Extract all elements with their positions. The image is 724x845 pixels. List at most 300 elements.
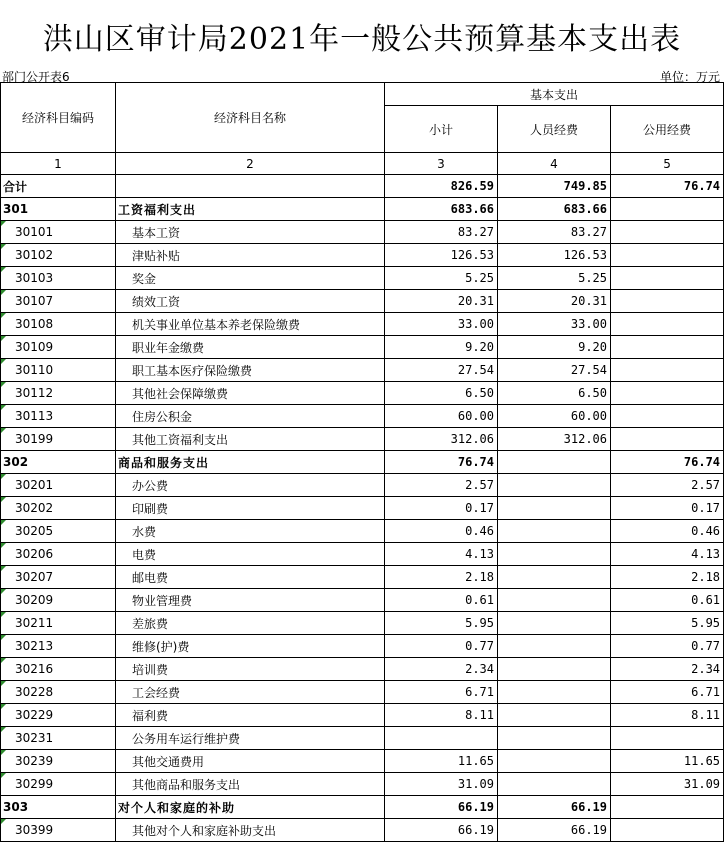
subtotal-cell-text: 826.59 [450, 179, 494, 193]
name-cell-text: 印刷费 [132, 501, 169, 516]
code-cell [1, 704, 116, 727]
table-row [1, 773, 724, 796]
code-cell [1, 612, 116, 635]
code-cell [1, 313, 116, 336]
code-cell [1, 520, 116, 543]
code-cell-text: 30231 [15, 731, 54, 745]
code-cell-text: 303 [3, 800, 29, 814]
code-cell [1, 198, 116, 221]
code-cell [1, 244, 116, 267]
name-cell [116, 451, 385, 474]
subtotal-cell-text: 0.77 [465, 639, 494, 653]
subtotal-cell [385, 589, 498, 612]
personnel-cell-text: 33.00 [570, 317, 607, 331]
personnel-cell-text: 83.27 [570, 225, 607, 239]
code-cell [1, 405, 116, 428]
index-cell: 4 [498, 153, 611, 175]
personnel-cell [498, 589, 611, 612]
public-cell [611, 198, 724, 221]
subtotal-cell-text: 11.65 [457, 754, 494, 768]
personnel-cell-text: 6.50 [578, 386, 607, 400]
subtotal-cell [385, 658, 498, 681]
header-public: 公用经费 [611, 106, 724, 153]
code-cell [1, 566, 116, 589]
cell-marker-icon [1, 221, 6, 226]
personnel-cell [498, 727, 611, 750]
personnel-cell [498, 612, 611, 635]
public-cell-text: 0.61 [691, 593, 721, 607]
code-cell [1, 451, 116, 474]
form-label: 部门公开表6 [2, 70, 70, 84]
public-cell [611, 520, 724, 543]
personnel-cell [498, 543, 611, 566]
cell-marker-icon [1, 520, 6, 525]
subtotal-cell-text: 5.95 [465, 616, 494, 630]
name-cell [116, 313, 385, 336]
personnel-cell [498, 497, 611, 520]
name-cell [116, 681, 385, 704]
subtotal-cell-text: 31.09 [457, 777, 494, 791]
code-cell [1, 428, 116, 451]
public-cell [611, 428, 724, 451]
table-row [1, 428, 724, 451]
cell-marker-icon [1, 681, 6, 686]
public-cell [611, 244, 724, 267]
public-cell [611, 704, 724, 727]
table-row [1, 313, 724, 336]
name-cell [116, 589, 385, 612]
public-cell-text: 2.57 [691, 478, 721, 492]
subtotal-cell [385, 336, 498, 359]
code-cell [1, 543, 116, 566]
subtotal-cell [385, 474, 498, 497]
name-cell [116, 428, 385, 451]
code-cell-text: 30239 [15, 754, 54, 768]
subtotal-cell [385, 727, 498, 750]
cell-marker-icon [1, 704, 6, 709]
table-row [1, 359, 724, 382]
table-row [1, 520, 724, 543]
public-cell-text: 76.74 [683, 179, 721, 193]
table-row [1, 566, 724, 589]
subtotal-cell-text: 20.31 [457, 294, 494, 308]
name-cell-text: 公务用车运行维护费 [132, 731, 241, 746]
table-row [1, 750, 724, 773]
code-cell-text: 30107 [15, 294, 54, 308]
name-cell-text: 办公费 [132, 478, 169, 493]
personnel-cell [498, 819, 611, 842]
name-cell [116, 244, 385, 267]
public-cell [611, 359, 724, 382]
personnel-cell [498, 451, 611, 474]
name-cell-text: 水费 [132, 524, 157, 539]
code-cell-text: 30209 [15, 593, 54, 607]
subtotal-cell [385, 359, 498, 382]
name-cell [116, 497, 385, 520]
name-cell-text: 机关事业单位基本养老保险缴费 [132, 317, 301, 332]
personnel-cell-text: 66.19 [570, 800, 607, 814]
cell-marker-icon [1, 359, 6, 364]
subtotal-cell [385, 612, 498, 635]
code-cell-text: 30113 [15, 409, 54, 423]
name-cell-text: 培训费 [132, 662, 169, 677]
personnel-cell [498, 244, 611, 267]
code-cell [1, 267, 116, 290]
name-cell [116, 359, 385, 382]
personnel-cell [498, 566, 611, 589]
name-cell-text: 基本工资 [132, 225, 181, 240]
code-cell-text: 30101 [15, 225, 54, 239]
public-cell-text: 11.65 [683, 754, 721, 768]
subtotal-cell [385, 773, 498, 796]
name-cell-text: 津贴补贴 [132, 248, 181, 263]
table-row [1, 658, 724, 681]
subtotal-cell-text: 8.11 [465, 708, 494, 722]
subtotal-cell-text: 5.25 [465, 271, 494, 285]
personnel-cell [498, 520, 611, 543]
table-row [1, 727, 724, 750]
public-cell-text: 2.34 [691, 662, 721, 676]
table-row [1, 543, 724, 566]
name-cell [116, 704, 385, 727]
name-cell [116, 750, 385, 773]
personnel-cell [498, 221, 611, 244]
personnel-cell-text: 126.53 [563, 248, 607, 262]
code-cell [1, 497, 116, 520]
cell-marker-icon [1, 267, 6, 272]
code-cell [1, 750, 116, 773]
code-cell-text: 301 [3, 202, 29, 216]
cell-marker-icon [1, 428, 6, 433]
personnel-cell [498, 474, 611, 497]
subtotal-cell [385, 704, 498, 727]
code-cell [1, 796, 116, 819]
personnel-cell [498, 175, 611, 198]
name-cell [116, 612, 385, 635]
code-cell-text: 30399 [15, 823, 54, 837]
code-cell-text: 30207 [15, 570, 54, 584]
header-personnel: 人员经费 [498, 106, 611, 153]
public-cell-text: 8.11 [691, 708, 721, 722]
code-cell-text: 30211 [15, 616, 54, 630]
personnel-cell [498, 773, 611, 796]
public-cell [611, 750, 724, 773]
cell-marker-icon [1, 727, 6, 732]
code-cell [1, 221, 116, 244]
code-cell [1, 382, 116, 405]
subtotal-cell [385, 428, 498, 451]
table-row [1, 635, 724, 658]
subtotal-cell-text: 4.13 [465, 547, 494, 561]
table-row [1, 704, 724, 727]
name-cell-text: 工资福利支出 [118, 202, 197, 217]
table-row [1, 198, 724, 221]
public-cell [611, 635, 724, 658]
personnel-cell-text: 749.85 [563, 179, 607, 193]
code-cell [1, 359, 116, 382]
name-cell [116, 520, 385, 543]
table-row [1, 681, 724, 704]
subtotal-cell [385, 221, 498, 244]
code-cell [1, 681, 116, 704]
public-cell [611, 267, 724, 290]
code-cell-text: 30206 [15, 547, 54, 561]
public-cell [611, 336, 724, 359]
name-cell-text: 福利费 [132, 708, 169, 723]
subtotal-cell [385, 451, 498, 474]
name-cell [116, 727, 385, 750]
subtotal-cell-text: 60.00 [457, 409, 494, 423]
index-cell: 1 [1, 153, 116, 175]
table-row [1, 497, 724, 520]
name-cell [116, 175, 385, 198]
public-cell [611, 612, 724, 635]
personnel-cell-text: 683.66 [563, 202, 607, 216]
name-cell-text: 电费 [132, 547, 157, 562]
unit-label: 单位：万元 [659, 70, 720, 84]
personnel-cell [498, 658, 611, 681]
public-cell-text: 0.17 [691, 501, 721, 515]
table-row [1, 451, 724, 474]
page-title: 洪山区审计局2021年一般公共预算基本支出表 [42, 22, 682, 57]
public-cell [611, 589, 724, 612]
public-cell [611, 727, 724, 750]
personnel-cell [498, 405, 611, 428]
subtotal-cell-text: 33.00 [457, 317, 494, 331]
personnel-cell-text: 9.20 [578, 340, 607, 354]
index-cell: 5 [611, 153, 724, 175]
public-cell [611, 543, 724, 566]
name-cell-text: 维修(护)费 [132, 639, 190, 654]
public-cell [611, 566, 724, 589]
code-cell-text: 30112 [15, 386, 54, 400]
subtotal-cell-text: 312.06 [450, 432, 494, 446]
cell-marker-icon [1, 819, 6, 824]
public-cell-text: 2.18 [691, 570, 721, 584]
code-cell-text: 30299 [15, 777, 54, 791]
subtotal-cell [385, 750, 498, 773]
name-cell [116, 267, 385, 290]
public-cell [611, 796, 724, 819]
personnel-cell [498, 359, 611, 382]
code-cell [1, 474, 116, 497]
table-row [1, 819, 724, 842]
public-cell-text: 4.13 [691, 547, 721, 561]
personnel-cell [498, 290, 611, 313]
public-cell [611, 819, 724, 842]
table-row [1, 612, 724, 635]
subtotal-cell-text: 66.19 [457, 823, 494, 837]
subtotal-cell-text: 9.20 [465, 340, 494, 354]
personnel-cell-text: 312.06 [563, 432, 607, 446]
code-cell-text: 30229 [15, 708, 54, 722]
personnel-cell [498, 313, 611, 336]
name-cell-text: 工会经费 [132, 685, 181, 700]
code-cell-text: 30103 [15, 271, 54, 285]
personnel-cell [498, 635, 611, 658]
code-cell [1, 727, 116, 750]
cell-marker-icon [1, 382, 6, 387]
subtotal-cell [385, 244, 498, 267]
index-cell: 2 [116, 153, 385, 175]
personnel-cell [498, 681, 611, 704]
code-cell [1, 773, 116, 796]
code-cell-text: 30201 [15, 478, 54, 492]
table-body [1, 175, 724, 842]
name-cell-text: 其他社会保障缴费 [132, 386, 229, 401]
code-cell-text: 30205 [15, 524, 54, 538]
subtotal-cell [385, 520, 498, 543]
code-cell-text: 30199 [15, 432, 54, 446]
public-cell [611, 290, 724, 313]
name-cell [116, 773, 385, 796]
code-cell-text: 30228 [15, 685, 54, 699]
personnel-cell-text: 66.19 [570, 823, 607, 837]
name-cell-text: 邮电费 [132, 570, 169, 585]
personnel-cell [498, 428, 611, 451]
subtotal-cell-text: 2.57 [465, 478, 494, 492]
personnel-cell [498, 198, 611, 221]
subtotal-cell [385, 543, 498, 566]
subtotal-cell [385, 819, 498, 842]
name-cell [116, 796, 385, 819]
table-row [1, 267, 724, 290]
subtotal-cell-text: 2.34 [465, 662, 494, 676]
cell-marker-icon [1, 336, 6, 341]
name-cell [116, 336, 385, 359]
subtotal-cell-text: 2.18 [465, 570, 494, 584]
personnel-cell [498, 750, 611, 773]
public-cell-text: 6.71 [691, 685, 721, 699]
subtotal-cell [385, 566, 498, 589]
personnel-cell [498, 704, 611, 727]
name-cell [116, 474, 385, 497]
table-row [1, 589, 724, 612]
subtotal-cell-text: 83.27 [457, 225, 494, 239]
code-cell-text: 30202 [15, 501, 54, 515]
table-row [1, 244, 724, 267]
name-cell [116, 221, 385, 244]
code-cell [1, 589, 116, 612]
personnel-cell [498, 382, 611, 405]
personnel-cell-text: 27.54 [570, 363, 607, 377]
cell-marker-icon [1, 566, 6, 571]
code-cell-text: 30108 [15, 317, 54, 331]
subtotal-cell-text: 66.19 [457, 800, 494, 814]
name-cell [116, 543, 385, 566]
cell-marker-icon [1, 635, 6, 640]
public-cell [611, 405, 724, 428]
code-cell-text: 30213 [15, 639, 54, 653]
name-cell-text: 绩效工资 [132, 294, 181, 309]
table-row [1, 221, 724, 244]
public-cell [611, 681, 724, 704]
subtotal-cell-text: 0.17 [465, 501, 494, 515]
cell-marker-icon [1, 474, 6, 479]
header-code: 经济科目编码 [1, 83, 116, 153]
public-cell [611, 451, 724, 474]
name-cell-text: 差旅费 [132, 616, 169, 631]
subtotal-cell [385, 290, 498, 313]
cell-marker-icon [1, 773, 6, 778]
personnel-cell [498, 336, 611, 359]
name-cell-text: 职业年金缴费 [132, 340, 205, 355]
name-cell-text: 住房公积金 [132, 409, 193, 424]
subtotal-cell-text: 6.50 [465, 386, 494, 400]
subtotal-cell-text: 6.71 [465, 685, 494, 699]
code-cell [1, 658, 116, 681]
name-cell-text: 职工基本医疗保险缴费 [132, 363, 253, 378]
cell-marker-icon [1, 313, 6, 318]
name-cell [116, 658, 385, 681]
cell-marker-icon [1, 497, 6, 502]
public-cell-text: 31.09 [683, 777, 721, 791]
name-cell [116, 290, 385, 313]
cell-marker-icon [1, 750, 6, 755]
public-cell [611, 658, 724, 681]
name-cell-text: 对个人和家庭的补助 [118, 800, 236, 815]
cell-marker-icon [1, 543, 6, 548]
code-cell-text: 30109 [15, 340, 54, 354]
personnel-cell-text: 60.00 [570, 409, 607, 423]
code-cell-text: 合计 [3, 179, 28, 194]
personnel-cell [498, 796, 611, 819]
cell-marker-icon [1, 658, 6, 663]
total-row [1, 175, 724, 198]
table-row [1, 336, 724, 359]
name-cell [116, 635, 385, 658]
subtotal-cell-text: 76.74 [457, 455, 494, 469]
public-cell-text: 76.74 [683, 455, 721, 469]
cell-marker-icon [1, 244, 6, 249]
name-cell-text: 商品和服务支出 [118, 455, 210, 470]
name-cell-text: 物业管理费 [132, 593, 193, 608]
public-cell [611, 221, 724, 244]
subtotal-cell [385, 497, 498, 520]
name-cell-text: 其他对个人和家庭补助支出 [132, 823, 277, 838]
cell-marker-icon [1, 405, 6, 410]
subtotal-cell [385, 382, 498, 405]
name-cell [116, 198, 385, 221]
code-cell [1, 290, 116, 313]
personnel-cell-text: 20.31 [570, 294, 607, 308]
code-cell-text: 302 [3, 455, 29, 469]
public-cell [611, 773, 724, 796]
name-cell-text: 奖金 [132, 271, 157, 286]
budget-table [0, 82, 724, 842]
public-cell [611, 474, 724, 497]
index-cell: 3 [385, 153, 498, 175]
subtotal-cell [385, 267, 498, 290]
public-cell [611, 382, 724, 405]
name-cell-text: 其他工资福利支出 [132, 432, 229, 447]
code-cell [1, 635, 116, 658]
code-cell-text: 30102 [15, 248, 54, 262]
subtotal-cell [385, 681, 498, 704]
public-cell [611, 497, 724, 520]
subtotal-cell [385, 796, 498, 819]
public-cell [611, 175, 724, 198]
code-cell-text: 30110 [15, 363, 54, 377]
code-cell-text: 30216 [15, 662, 54, 676]
subtotal-cell-text: 126.53 [450, 248, 494, 262]
subtotal-cell-text: 683.66 [450, 202, 494, 216]
code-cell [1, 336, 116, 359]
subtotal-cell-text: 0.46 [465, 524, 494, 538]
public-cell [611, 313, 724, 336]
name-cell [116, 819, 385, 842]
public-cell-text: 0.46 [691, 524, 721, 538]
